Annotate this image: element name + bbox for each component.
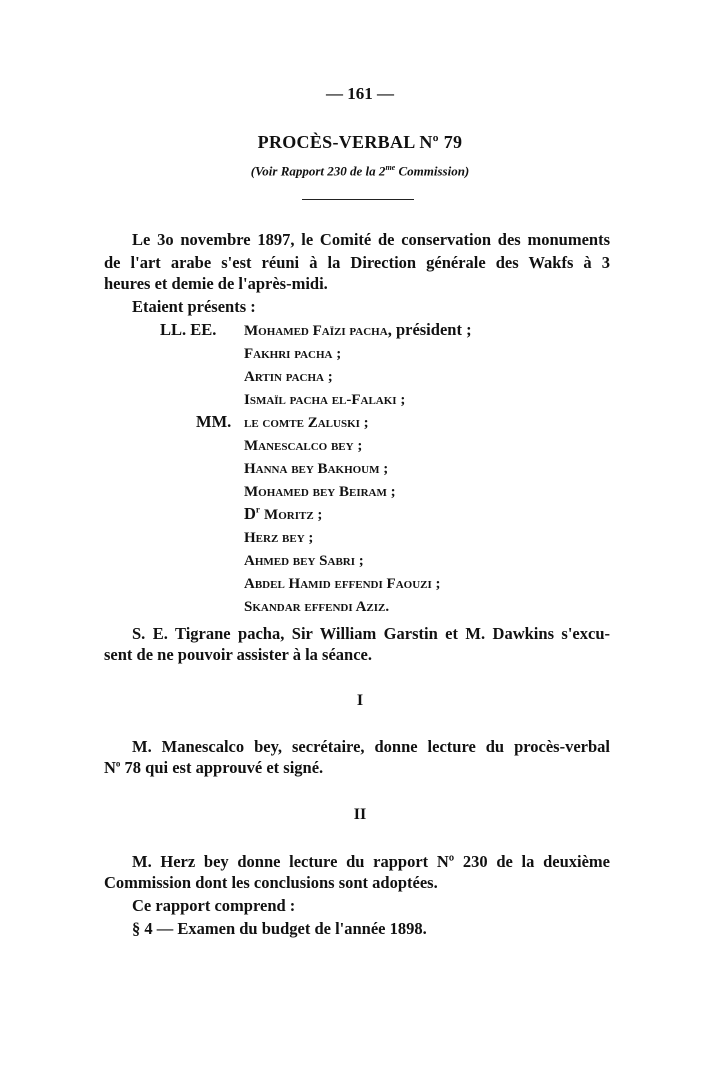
attendee <box>244 527 313 547</box>
subtitle-superscript: me <box>385 163 396 172</box>
section2-line-2: Commission dont les conclusions sont adoptées. <box>104 873 438 892</box>
attendee-name: Ismaïl pacha el-Falaki ; <box>244 392 406 408</box>
section2-line-1: M. Herz bey donne lecture du rapport Nº 230 de la deuxième <box>132 852 610 871</box>
page-number: — 161 — <box>326 84 394 103</box>
group2-label: MM. <box>196 412 232 431</box>
attendee <box>244 458 388 478</box>
attendee <box>244 596 389 616</box>
subtitle-text: (Voir Rapport 230 de la 2 <box>250 163 386 179</box>
attendee-title: D <box>244 504 256 523</box>
title-divider <box>302 199 414 200</box>
attendee <box>244 389 405 409</box>
group1-label: LL. EE. <box>160 320 217 339</box>
attendee-name: Herz bey ; <box>244 530 314 546</box>
attendee <box>244 504 322 524</box>
attendee <box>244 412 369 432</box>
attendee-name: Mohamed Faïzi pacha <box>244 323 388 339</box>
intro-line-1: Le 3o novembre 1897, le Comité de conservation des monuments <box>132 230 610 249</box>
section1-line-1: M. Manescalco bey, secrétaire, donne lecture du procès-verbal <box>132 737 610 756</box>
intro-line-3: heures et demie de l'après-midi. <box>104 274 328 293</box>
attendee-name: Skandar effendi Aziz. <box>244 599 390 615</box>
attendee <box>244 343 341 363</box>
attendee-name: Mohamed bey Beiram ; <box>244 484 396 500</box>
section2-line-4: § 4 — Examen du budget de l'année 1898. <box>132 919 427 938</box>
subtitle <box>0 163 720 179</box>
attendee <box>244 481 396 501</box>
attendee <box>244 573 441 593</box>
section1-line-2-text: 78 qui est approuvé et signé. <box>120 758 324 777</box>
attendee <box>244 366 333 386</box>
attendee-title-sup: r <box>255 504 260 515</box>
page-title: PROCÈS-VERBAL Nº 79 <box>257 132 463 152</box>
excuse-line-2: sent de ne pouvoir assister à la séance. <box>104 645 372 664</box>
number-abbrev-sup: o <box>115 758 121 769</box>
attendee-name: Ahmed bey Sabri ; <box>244 553 364 569</box>
attendee-name: Hanna bey Bakhoum ; <box>244 461 389 477</box>
section1-line-2 <box>104 758 323 778</box>
section-heading-2: II <box>353 806 367 823</box>
intro-line-2: de l'art arabe s'est réuni à la Direction générale des Wakfs à 3 <box>104 253 610 272</box>
attendee-name: Moritz ; <box>264 507 323 523</box>
attendee <box>244 320 472 340</box>
presents-label: Etaient présents : <box>132 297 256 316</box>
subtitle-text-end: Commission) <box>395 163 470 179</box>
attendee-name: Abdel Hamid effendi Faouzi ; <box>244 576 441 592</box>
excuse-line-1: S. E. Tigrane pacha, Sir William Garstin et M. Dawkins s'excu- <box>132 624 610 643</box>
attendee-name: Artin pacha ; <box>244 369 333 385</box>
attendee-role: , président ; <box>387 320 472 339</box>
attendee-name: Manescalco bey ; <box>244 438 363 454</box>
number-abbrev: N <box>104 758 116 777</box>
attendee <box>244 435 362 455</box>
section-heading-1: I <box>356 692 364 709</box>
attendee-name: Fakhri pacha ; <box>244 346 342 362</box>
attendee <box>244 550 364 570</box>
attendee-name: le comte Zaluski ; <box>244 415 369 431</box>
section2-line-3: Ce rapport comprend : <box>132 896 296 915</box>
